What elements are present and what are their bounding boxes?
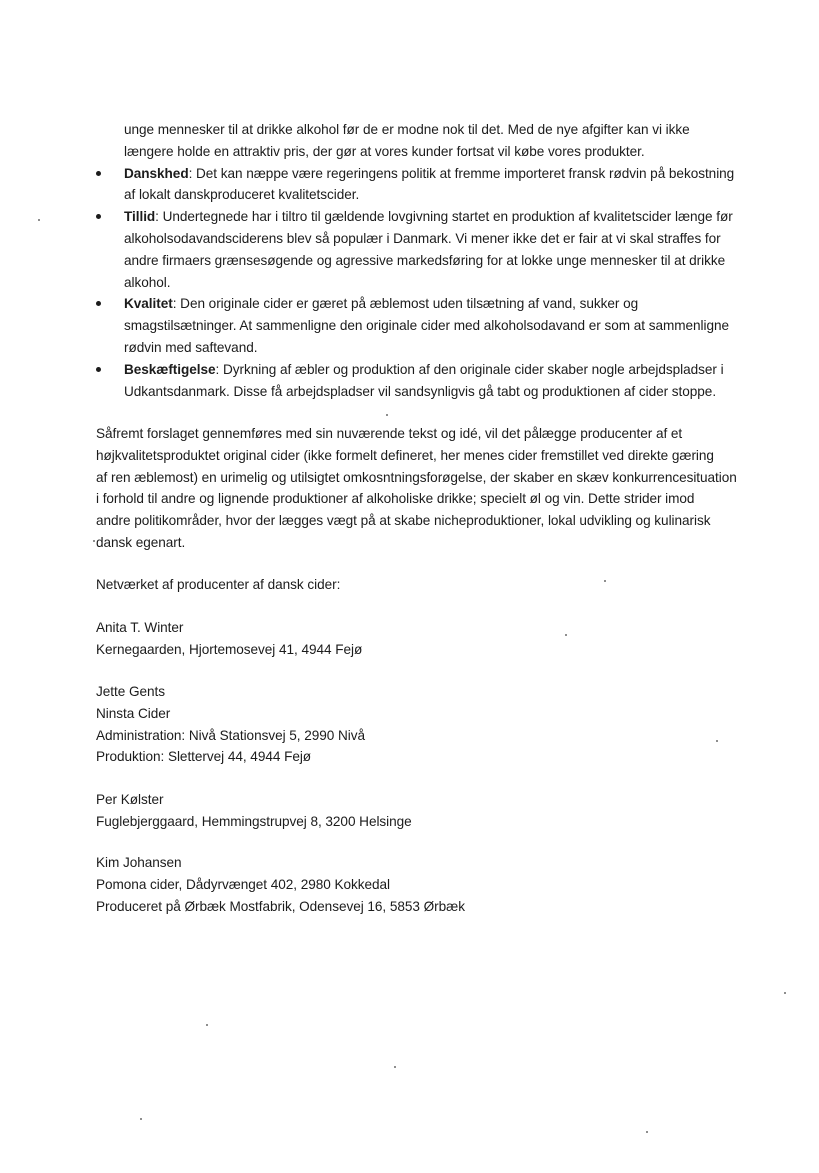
body-paragraph bbox=[96, 423, 776, 554]
scan-speck bbox=[206, 1024, 208, 1026]
bullet-dot-icon bbox=[96, 367, 101, 372]
producer-block bbox=[96, 617, 362, 661]
producer-name: Anita T. Winter bbox=[96, 620, 184, 635]
bullet-term: Danskhed bbox=[124, 165, 189, 181]
intro-line: længere holde en attraktiv pris, der gør at vores kunder fortsat vil købe vores produkter. bbox=[124, 143, 645, 159]
scan-speck bbox=[140, 1118, 142, 1120]
bullet-item-beskaeftigelse bbox=[96, 359, 776, 403]
scan-speck bbox=[394, 1066, 396, 1068]
bullet-line: alkoholsodavandsciderens blev så populær i Danmark. Vi mener ikke det er fair at vi skal straffes for bbox=[124, 230, 721, 246]
producer-address: Administration: Nivå Stationsvej 5, 2990 Nivå bbox=[96, 727, 366, 743]
paragraph-line: i forhold til andre og lignende produktioner af alkoholiske drikke; specielt øl og vin. Dette strider imod bbox=[96, 491, 695, 507]
scan-speck bbox=[716, 740, 718, 742]
producer-name: Kim Johansen bbox=[96, 855, 182, 870]
scan-speck bbox=[38, 219, 40, 221]
bullet-text: : Dyrkning af æbler og produktion af den originale cider skaber nogle arbejdspladser i bbox=[215, 361, 724, 377]
scan-speck bbox=[646, 1131, 648, 1133]
network-title: Netværket af producenter af dansk cider: bbox=[96, 577, 341, 592]
producer-block bbox=[96, 681, 365, 768]
scan-speck bbox=[386, 414, 388, 416]
bullet-line bbox=[124, 293, 776, 315]
bullet-item-kvalitet bbox=[96, 293, 776, 358]
bullet-line: smagstilsætninger. At sammenligne den originale cider med alkoholsodavand er som at sammenligne bbox=[124, 318, 730, 334]
producer-address: Produktion: Slettervej 44, 4944 Fejø bbox=[96, 749, 312, 765]
scan-speck bbox=[604, 580, 606, 582]
intro-line: unge mennesker til at drikke alkohol før de er modne nok til det. Med de nye afgifter kan vi ikke bbox=[124, 122, 690, 137]
bullet-line: alkohol. bbox=[124, 274, 171, 290]
scan-speck bbox=[93, 540, 95, 542]
scan-speck bbox=[565, 634, 567, 636]
producer-block bbox=[96, 852, 465, 917]
paragraph-line: dansk egenart. bbox=[96, 534, 186, 550]
producer-name: Jette Gents bbox=[96, 684, 165, 699]
bullet-line: af lokalt danskproduceret kvalitetscider. bbox=[124, 187, 360, 203]
bullet-line bbox=[124, 206, 776, 228]
producer-name: Per Kølster bbox=[96, 792, 164, 807]
bullet-dot-icon bbox=[96, 171, 101, 176]
bullet-item-danskhed bbox=[96, 163, 776, 207]
bullet-item-tillid bbox=[96, 206, 776, 293]
bullet-dot-icon bbox=[96, 214, 101, 219]
bullet-line: andre firmaers grænsesøgende og agressive markedsføring for at lokke unge mennesker til at drikke bbox=[124, 252, 726, 268]
producer-block bbox=[96, 789, 412, 833]
scan-speck bbox=[784, 992, 786, 994]
bullet-term: Beskæftigelse bbox=[124, 361, 216, 377]
producer-company: Ninsta Cider bbox=[96, 705, 171, 721]
paragraph-line: andre politikområder, hvor der lægges vægt på at skabe nicheproduktioner, lokal udvikling og kulinarisk bbox=[96, 513, 711, 529]
bullet-line: Udkantsdanmark. Disse få arbejdspladser vil sandsynligvis gå tabt og produktionen af cider stoppe. bbox=[124, 383, 717, 399]
producer-address: Kernegaarden, Hjortemosevej 41, 4944 Fejø bbox=[96, 641, 363, 657]
paragraph-line: Såfremt forslaget gennemføres med sin nuværende tekst og idé, vil det pålægge producenter af et bbox=[96, 426, 683, 441]
producer-address: Fuglebjerggaard, Hemmingstrupvej 8, 3200 Helsinge bbox=[96, 813, 412, 829]
bullet-dot-icon bbox=[96, 301, 101, 306]
bullet-text: : Den originale cider er gæret på æblemost uden tilsætning af vand, sukker og bbox=[172, 296, 639, 312]
bullet-term: Tillid bbox=[124, 209, 156, 225]
producer-company: Pomona cider, Dådyrvænget 402, 2980 Kokkedal bbox=[96, 876, 391, 892]
bullet-term: Kvalitet bbox=[124, 296, 173, 312]
bullet-text: : Undertegnede har i tiltro til gældende lovgivning startet en produktion af kvalitetscider længe før bbox=[155, 209, 733, 225]
paragraph-line: af ren æblemost) en urimelig og utilsigtet omkosntningsforøgelse, der skaber en skæv konkurrencesituation bbox=[96, 469, 737, 485]
producer-address: Produceret på Ørbæk Mostfabrik, Odensevej 16, 5853 Ørbæk bbox=[96, 898, 465, 914]
bullet-text: : Det kan næppe være regeringens politik at fremme importeret fransk rødvin på bekostning bbox=[188, 165, 735, 181]
bullet-section bbox=[96, 119, 776, 402]
bullet-line bbox=[124, 163, 776, 185]
bullet-line: rødvin med saftevand. bbox=[124, 339, 258, 355]
paragraph-line: højkvalitetsproduktet original cider (ikke formelt defineret, her menes cider fremstillet ved direkte gæring bbox=[96, 447, 714, 463]
bullet-line bbox=[124, 359, 776, 381]
